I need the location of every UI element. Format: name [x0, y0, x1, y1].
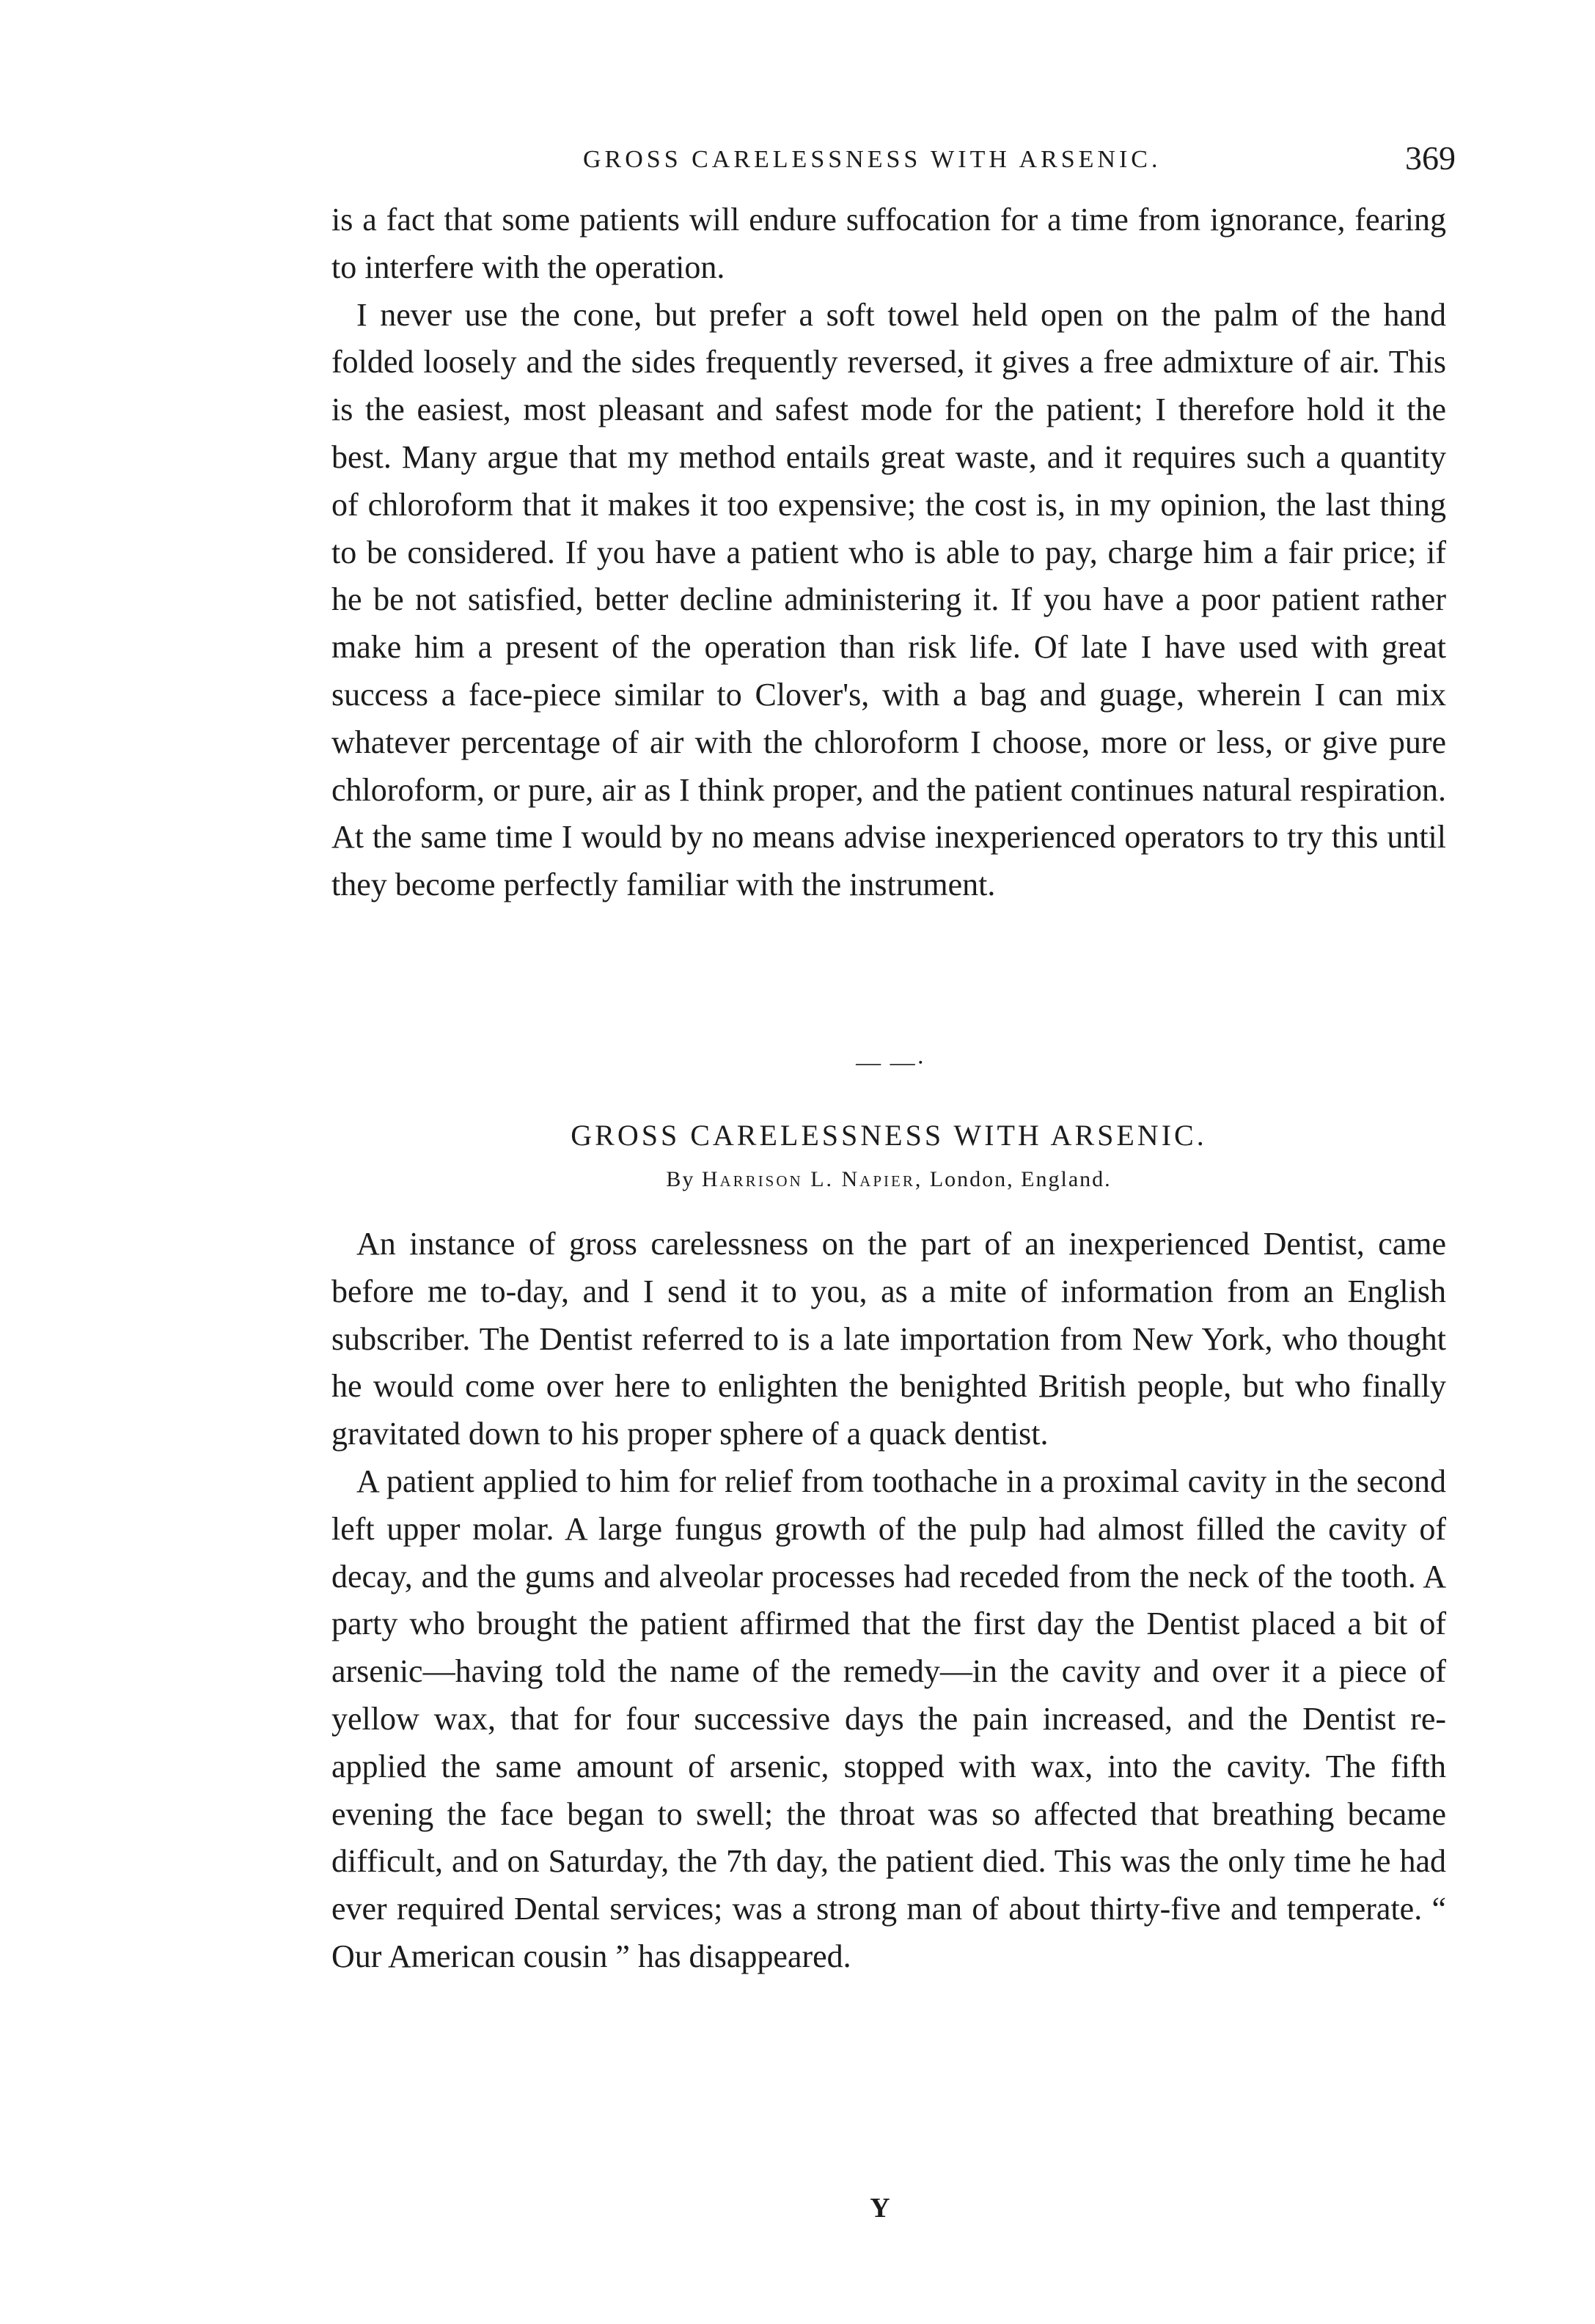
- previous-article-continuation: [331, 196, 1446, 909]
- paragraph: A patient applied to him for relief from toothache in a proximal cavity in the second left upper molar. A large fungus growth of the pulp had almost filled the cavity of decay, and the gums and alveolar processes had receded from the neck of the tooth. A party who brought the patient affirmed that the first day the Dentist placed a bit of arsenic—having told the name of the remedy—in the cavity and over it a piece of yellow wax, that for four successive days the pain increased, and the Dentist re-applied the same amount of arsenic, stopped with wax, into the cavity. The fifth evening the face began to swell; the throat was so affected that breathing became difficult, and on Saturday, the 7th day, the patient died. This was the only time he had ever required Dental services; was a strong man of about thirty-five and temperate. “ Our American cousin ” has disappeared.: [331, 1463, 1446, 1974]
- byline-author: Harrison L. Napier,: [701, 1167, 923, 1191]
- running-title: GROSS CARELESSNESS WITH ARSENIC.: [583, 146, 1162, 173]
- paragraph: is a fact that some patients will endure suffocation for a time from ignorance, fearing to interfere with the operation.: [331, 202, 1446, 285]
- article-body: [331, 1221, 1446, 1981]
- article-byline: [331, 1167, 1446, 1192]
- article-title: GROSS CARELESSNESS WITH ARSENIC.: [571, 1119, 1207, 1152]
- byline-place: London, England.: [929, 1167, 1112, 1191]
- byline-prefix: By: [666, 1167, 695, 1191]
- page-number: 369: [1405, 139, 1456, 177]
- article-signature: Y: [870, 2193, 890, 2224]
- paragraph: An instance of gross carelessness on the part of an inexperienced Dentist, came before me to-day, and I send it to you, as a mite of information from an English subscriber. The Dentist referred to is a late importation from New York, who thought he would come over here to enlighten the benighted British people, but who finally gravitated down to his proper sphere of a quack dentist.: [331, 1226, 1446, 1452]
- paragraph: I never use the cone, but prefer a soft towel held open on the palm of the hand folded loosely and the sides frequently reversed, it gives a free admixture of air. This is the easiest, most pleasant and safest mode for the patient; I therefore hold it the best. Many argue that my method entails great waste, and it requires such a quantity of chloroform that it makes it too expensive; the cost is, in my opinion, the last thing to be considered. If you have a patient who is able to pay, charge him a fair price; if he be not satisfied, better decline administering it. If you have a poor patient rather make him a present of the operation than risk life. Of late I have used with great success a face-piece similar to Clover's, with a bag and guage, wherein I can mix whatever percentage of air with the chloroform I choose, more or less, or give pure chloroform, or pure, air as I think proper, and the patient continues natural respiration. At the same time I would by no means advise inexperienced operators to try this until they become perfectly familiar with the instrument.: [331, 296, 1446, 903]
- section-divider: — —·: [856, 1049, 926, 1076]
- running-head: [341, 139, 1456, 187]
